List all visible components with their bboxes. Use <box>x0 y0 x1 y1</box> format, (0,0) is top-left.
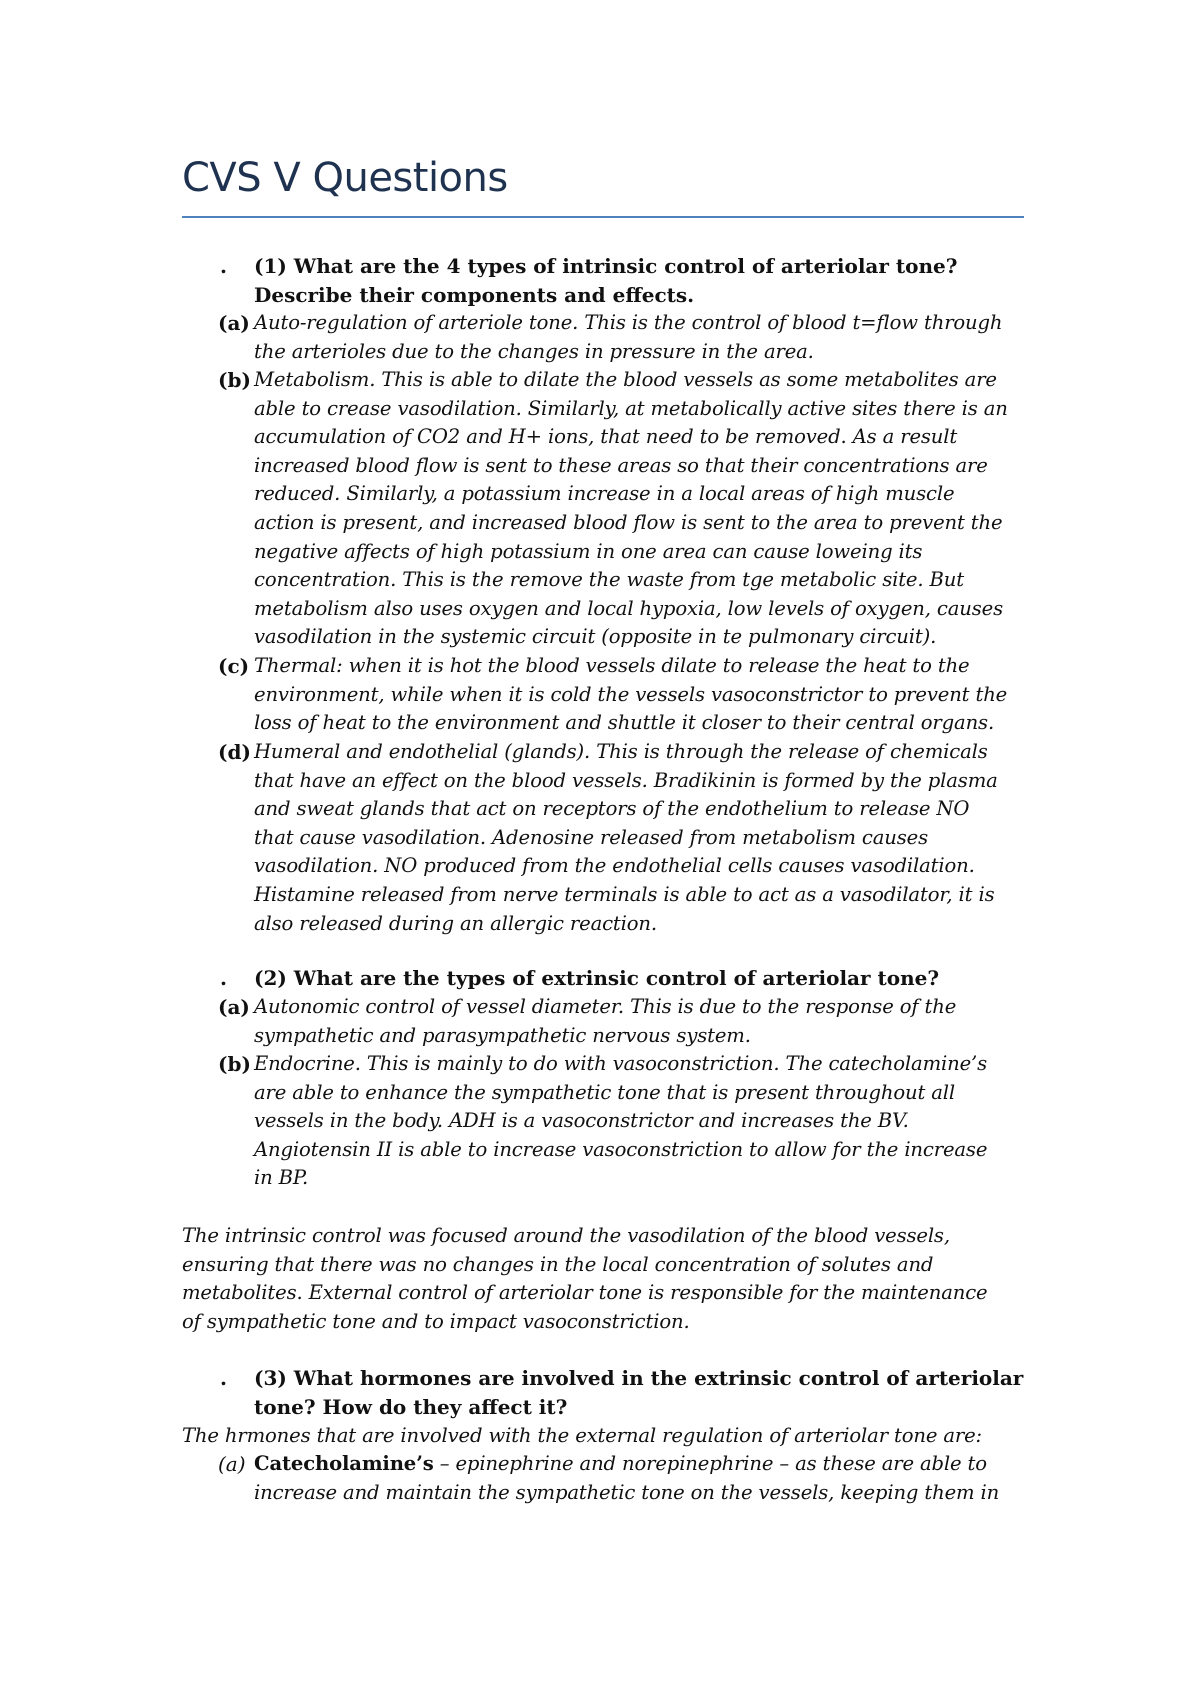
question-1-text: (1) What are the 4 types of intrinsic control of arteriolar tone? Describe their components and effects. <box>254 254 958 307</box>
item-text: Autonomic control of vessel diameter. This is due to the response of the sympathetic and parasympathetic nervous system. <box>254 995 957 1047</box>
summary-paragraph: The intrinsic control was focused around the vasodilation of the blood vessels, ensuring that there was no changes in the local concentration of solutes and metabolites. External control of arteriolar tone is responsible for the maintenance of sympathetic tone and to impact vasoconstriction. <box>182 1224 988 1333</box>
item-marker: (a) <box>218 995 250 1019</box>
item-marker: (c) <box>218 654 250 678</box>
title-underline <box>182 216 1024 218</box>
list-item <box>218 738 1038 938</box>
item-text: Humeral and endothelial (glands). This is through the release of chemicals that have an effect on the blood vessels. Bradikinin is formed by the plasma and sweat glands that act on receptors of the endothelium to release NO that cause vasodilation. Adenosine released from metabolism causes vasodilation. NO produced from the endothelial cells causes vasodilation. Histamine released from nerve terminals is able to act as a vasodilator, it is also released during an allergic reaction. <box>254 740 998 935</box>
item-description: – epinephrine and norepinephrine – as these are able to increase and maintain the sympathetic tone on the vessels, keeping them in <box>254 1452 1000 1504</box>
list-item <box>218 309 1038 366</box>
question-3 <box>220 1364 1040 1421</box>
item-marker: (b) <box>218 368 251 392</box>
question-3-text: (3) What hormones are involved in the extrinsic control of arteriolar tone? How do they affect it? <box>254 1366 1024 1419</box>
item-text: Thermal: when it is hot the blood vessels dilate to release the heat to the environment, while when it is cold the vessels vasoconstrictor to prevent the loss of heat to the environment and shuttle it closer to their central organs. <box>254 654 1008 735</box>
question-3-intro: The hrmones that are involved with the external regulation of arteriolar tone are: <box>182 1424 983 1447</box>
list-item <box>218 366 1038 652</box>
list-item <box>218 1050 1038 1193</box>
list-item <box>218 1450 1038 1507</box>
item-text: Metabolism. This is able to dilate the blood vessels as some metabolites are able to crease vasodilation. Similarly, at metabolically active sites there is an accumulation of CO2 and H+ ions, that need to be removed. As a result increased blood flow is sent to these areas so that their concentrations are reduced. Similarly, a potassium increase in a local areas of high muscle action is present, and increased blood flow is sent to the area to prevent the negative affects of high potassium in one area can cause loweing its concentration. This is the remove the waste from tge metabolic site. But metabolism also uses oxygen and local hypoxia, low levels of oxygen, causes vasodilation in the systemic circuit (opposite in te pulmonary circuit). <box>254 368 1008 649</box>
item-term: Catecholamine’s <box>254 1452 434 1475</box>
item-marker: (a) <box>218 1452 246 1476</box>
item-marker: (a) <box>218 311 250 335</box>
bullet: . <box>220 966 227 990</box>
question-2 <box>220 964 1040 993</box>
list-item <box>218 652 1038 738</box>
item-marker: (b) <box>218 1052 251 1076</box>
item-marker: (d) <box>218 740 251 764</box>
item-text <box>254 1450 999 1507</box>
item-text: Endocrine. This is mainly to do with vasoconstriction. The catecholamine’s are able to enhance the sympathetic tone that is present throughout all vessels in the body. ADH is a vasoconstrictor and increases the BV. Angiotensin II is able to increase vasoconstriction to allow for the increase in BP. <box>254 1052 988 1190</box>
question-1 <box>220 252 1040 309</box>
list-item <box>218 993 1038 1050</box>
question-2-text: (2) What are the types of extrinsic control of arteriolar tone? <box>254 966 940 990</box>
item-text: Auto-regulation of arteriole tone. This is the control of blood t=flow through the arterioles due to the changes in pressure in the area. <box>254 311 1003 363</box>
bullet: . <box>220 1366 227 1390</box>
page-title: CVS V Questions <box>182 155 508 201</box>
bullet: . <box>220 254 227 278</box>
